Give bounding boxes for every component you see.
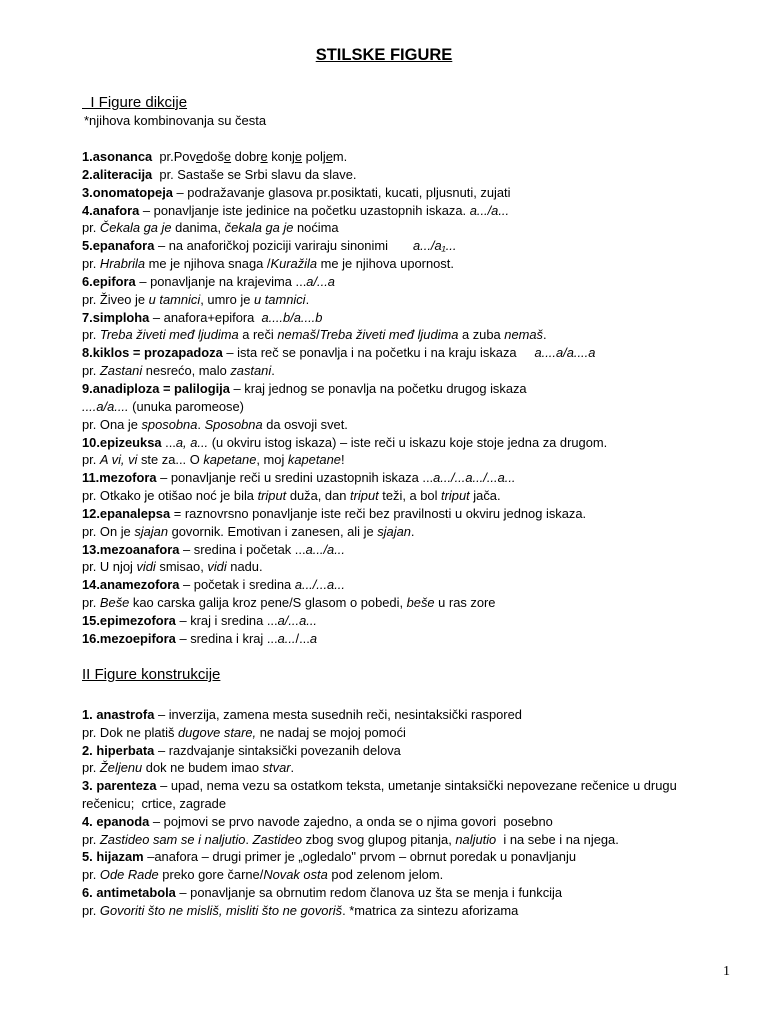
text-segment: teži, a bol xyxy=(378,488,442,504)
text-segment: – ista reč se ponavlja i na početku i na kraju iskaza xyxy=(222,345,535,361)
text-line xyxy=(82,706,742,724)
term-label: 1. anastrofa xyxy=(82,707,155,722)
term-label: 15.epimezofora xyxy=(82,612,176,628)
text-segment: u tamnici xyxy=(148,291,201,307)
text-segment: pr. Sastaše se Srbi slavu da slave. xyxy=(152,166,357,182)
text-segment: a zuba xyxy=(458,327,505,343)
text-segment: stvar xyxy=(262,760,291,776)
text-segment: a/...a xyxy=(306,273,335,289)
text-segment: e xyxy=(195,149,204,164)
page-title: STILSKE FIGURE xyxy=(315,46,453,64)
text-segment: pr. xyxy=(82,327,100,343)
text-segment: a... xyxy=(277,630,296,646)
text-segment: pr.Pov xyxy=(152,149,196,164)
term-label: 2. hiperbata xyxy=(82,742,155,758)
text-segment: rečenicu; crtice, zagrade xyxy=(82,795,227,811)
text-line xyxy=(82,487,742,505)
text-segment: konj xyxy=(267,149,295,164)
text-line xyxy=(82,469,742,487)
text-segment: ... xyxy=(161,434,176,450)
text-segment: pr. Otkako je otišao noć je bila xyxy=(82,488,258,504)
text-segment: Čekala ga je xyxy=(99,220,172,236)
term-label: 10.epizeuksa xyxy=(82,434,162,450)
text-segment: Zastideo xyxy=(252,831,302,847)
text-line xyxy=(82,255,742,273)
text-line xyxy=(82,558,742,576)
text-segment: a.../...a.../...a... xyxy=(433,470,516,486)
text-line xyxy=(82,309,742,327)
term-label: 3.onomatopeja xyxy=(82,184,173,200)
text-segment: vidi xyxy=(136,559,156,575)
text-segment: danima, xyxy=(171,220,225,236)
text-segment: me je njihova snaga / xyxy=(145,256,271,272)
text-segment: a.../a₁... xyxy=(413,238,457,254)
text-segment: sposobna xyxy=(141,416,198,432)
text-segment: nemaš xyxy=(277,327,317,343)
text-segment: A vi, vi xyxy=(99,452,138,468)
text-segment: Govoriti što ne misliš, misliti što ne govoriš xyxy=(99,902,343,918)
text-line xyxy=(82,612,742,630)
text-segment: – podražavanje glasova pr.posiktati, kucati, pljusnuti, zujati xyxy=(172,184,511,200)
text-segment: a.../...a... xyxy=(294,577,345,593)
text-segment: . *matrica za sintezu aforizama xyxy=(342,902,519,918)
term-label: 6.epifora xyxy=(82,273,136,289)
text-segment: a xyxy=(309,630,318,646)
text-segment: čekala ga je xyxy=(224,220,294,236)
text-segment: beše xyxy=(406,595,435,611)
text-segment: = raznovrsno ponavljanje iste reči bez pravilnosti u okviru jednog iskaza. xyxy=(170,505,587,521)
text-segment: preko gore čarne/ xyxy=(158,867,264,883)
figure-dikcije-list xyxy=(82,148,742,648)
text-segment: pr. U njoj xyxy=(82,559,137,575)
text-segment: Ode Rade xyxy=(99,867,159,883)
text-segment: – ponavljanje na krajevima ... xyxy=(135,273,307,289)
text-line xyxy=(82,866,742,884)
term-label: 11.mezofora xyxy=(82,470,157,486)
term-label: 7.simploha xyxy=(82,309,150,325)
text-segment: / xyxy=(316,327,320,343)
text-segment: pr. Dok ne platiš xyxy=(82,724,179,740)
text-line xyxy=(82,831,742,849)
text-line xyxy=(82,630,742,648)
text-segment: –anafora – drugi primer je „ogledalo" prvom – obrnut poredak u ponavljanju xyxy=(143,849,577,865)
term-label: 13.mezoanafora xyxy=(82,541,180,557)
text-segment: duža, dan xyxy=(286,488,351,504)
text-line xyxy=(82,326,742,344)
text-segment: pr. xyxy=(82,220,100,236)
text-segment: Kuražila xyxy=(270,256,318,272)
section-heading-figure-konstrukcije: II Figure konstrukcije xyxy=(82,666,221,683)
text-segment: nadu. xyxy=(226,559,263,575)
text-line xyxy=(82,166,742,184)
text-segment: me je njihova upornost. xyxy=(317,256,454,272)
term-label: 2.aliteracija xyxy=(82,166,153,182)
term-label: 14.anamezofora xyxy=(82,577,180,593)
term-label: 16.mezoepifora xyxy=(82,630,176,646)
text-segment: ....a/a.... xyxy=(82,398,129,414)
text-segment: – kraj jednog se ponavlja na početku drugog iskaza xyxy=(229,380,527,396)
text-segment: . xyxy=(271,363,275,379)
text-segment: Sposobna xyxy=(204,416,263,432)
text-segment: jača. xyxy=(469,488,501,504)
text-segment: e xyxy=(294,149,303,164)
text-line xyxy=(82,795,742,813)
text-segment: vidi xyxy=(207,559,227,575)
text-segment: pr. Živeo je xyxy=(82,291,149,307)
term-label: 12.epanalepsa xyxy=(82,505,171,521)
text-segment: – početak i sredina xyxy=(179,577,295,593)
text-segment: – upad, nema vezu sa ostatkom teksta, umetanje sintaksički nepovezane rečenice u drugu xyxy=(156,778,677,794)
text-segment: – ponavljanje sa obrnutim redom članova uz šta se menja i funkcija xyxy=(175,884,563,900)
text-segment: – inverzija, zamena mesta susednih reči, nesintaksički raspored xyxy=(154,707,522,722)
text-segment: naljutio xyxy=(455,831,497,847)
term-label: 5. hijazam xyxy=(82,849,144,865)
text-line xyxy=(82,505,742,523)
text-segment: – ponavljanje reči u sredini uzastopnih iskaza ... xyxy=(156,470,434,486)
text-segment: dobr xyxy=(231,149,261,164)
text-segment: , umro je xyxy=(200,291,254,307)
text-segment: Željenu xyxy=(99,760,143,776)
text-segment: e xyxy=(325,149,333,164)
text-segment: . xyxy=(197,416,205,432)
text-segment: pr. xyxy=(82,760,100,776)
text-segment: polj xyxy=(302,149,326,164)
text-line xyxy=(82,291,742,309)
text-line xyxy=(82,273,742,291)
text-segment: sjajan xyxy=(377,523,411,539)
text-line xyxy=(82,848,742,866)
text-segment: pr. xyxy=(82,452,100,468)
term-label: 1.asonanca xyxy=(82,149,153,164)
text-segment: nesrećo, malo xyxy=(142,363,231,379)
term-label: 4.anafora xyxy=(82,202,140,218)
text-segment: dugove stare, xyxy=(178,724,257,740)
text-segment: /... xyxy=(295,630,310,646)
text-segment: e xyxy=(260,149,268,164)
text-segment: kapetane xyxy=(203,452,257,468)
text-segment: nemaš xyxy=(504,327,543,343)
term-label: 5.epanafora xyxy=(82,238,155,254)
text-segment: a, a... xyxy=(175,434,209,450)
text-segment: m. xyxy=(332,149,348,164)
text-line xyxy=(82,202,742,220)
text-segment: Treba živeti međ ljudima xyxy=(99,327,239,343)
text-segment: . xyxy=(245,831,253,847)
text-segment: pr. xyxy=(82,363,100,379)
text-segment: noćima xyxy=(293,220,339,236)
text-segment: doš xyxy=(203,149,224,164)
text-segment: ne nadaj se mojoj pomoći xyxy=(256,724,406,740)
text-line xyxy=(82,184,742,202)
text-line xyxy=(82,902,742,920)
text-segment: – sredina i početak ... xyxy=(179,541,306,557)
text-segment: govornik. Emotivan i zanesen, ali je xyxy=(168,523,378,539)
text-segment: i na sebe i na njega. xyxy=(496,831,619,847)
text-segment: a....a/a....a xyxy=(534,345,596,361)
text-segment: dok ne budem imao xyxy=(142,760,263,776)
text-segment: , moj xyxy=(256,452,288,468)
text-segment: pr. xyxy=(82,831,100,847)
term-label: 3. parenteza xyxy=(82,778,157,794)
text-segment: – kraj i sredina ... xyxy=(175,612,278,628)
text-segment: ste za... O xyxy=(137,452,204,468)
section-heading-figure-dikcije: I Figure dikcije xyxy=(82,94,188,111)
text-line xyxy=(82,742,742,760)
text-segment: – anafora+epifora xyxy=(149,309,262,325)
text-line xyxy=(82,576,742,594)
text-line xyxy=(82,362,742,380)
figure-konstrukcije-list xyxy=(82,706,742,920)
text-segment: kao carska galija kroz pene/S glasom o pobedi, xyxy=(129,595,407,611)
text-segment: triput xyxy=(350,488,379,504)
text-line xyxy=(82,594,742,612)
text-segment: Treba živeti međ ljudima xyxy=(319,327,459,343)
text-segment: ! xyxy=(340,452,345,468)
term-label: 6. antimetabola xyxy=(82,884,176,900)
text-segment: a.../a... xyxy=(305,541,345,557)
text-segment: zbog svog glupog pitanja, xyxy=(302,831,456,847)
text-segment: pr. On je xyxy=(82,523,135,539)
text-segment: Novak osta xyxy=(263,867,328,883)
text-segment: e xyxy=(223,149,232,164)
text-segment: triput xyxy=(257,488,287,504)
text-line xyxy=(82,380,742,398)
text-segment: u ras zore xyxy=(434,595,496,611)
text-segment: pr. xyxy=(82,867,100,883)
text-line xyxy=(82,434,742,452)
text-segment: sjajan xyxy=(134,523,168,539)
text-line xyxy=(82,813,742,831)
text-segment: (u okviru istog iskaza) – iste reči u iskazu koje stoje jedna za drugom. xyxy=(208,434,608,450)
text-line xyxy=(82,724,742,742)
text-segment: – pojmovi se prvo navode zajedno, a onda se o njima govori posebno xyxy=(149,813,553,829)
text-segment: . xyxy=(290,760,295,776)
text-line xyxy=(82,416,742,434)
text-segment: a reči xyxy=(238,327,278,343)
text-line xyxy=(82,777,742,795)
text-segment: pr. xyxy=(82,595,100,611)
text-segment: . xyxy=(542,327,547,343)
text-segment: a.../a... xyxy=(469,202,510,218)
text-segment: . xyxy=(410,523,415,539)
text-segment: zastani xyxy=(230,363,272,379)
text-segment: kapetane xyxy=(287,452,341,468)
text-segment: u tamnici xyxy=(253,291,306,307)
text-segment: Hrabrila xyxy=(99,256,146,272)
section-note: *njihova kombinovanja su česta xyxy=(84,113,267,128)
term-label: 8.kiklos = prozapadoza xyxy=(82,345,223,361)
text-segment: smisao, xyxy=(155,559,208,575)
text-segment: – na anaforičkoj poziciji variraju sinonimi xyxy=(154,238,413,254)
text-line xyxy=(82,541,742,559)
text-line xyxy=(82,344,742,362)
text-segment: Beše xyxy=(99,595,130,611)
text-segment: – sredina i kraj ... xyxy=(175,630,278,646)
text-segment: triput xyxy=(441,488,470,504)
text-segment: – ponavljanje iste jedinice na početku uzastopnih iskaza. xyxy=(139,202,470,218)
text-segment: pr. xyxy=(82,902,100,918)
text-line xyxy=(82,451,742,469)
text-line xyxy=(82,148,742,166)
text-segment: pr. Ona je xyxy=(82,416,142,432)
text-segment: a....b/a....b xyxy=(261,309,323,325)
text-segment: da osvoji svet. xyxy=(262,416,348,432)
text-segment: pr. xyxy=(82,256,100,272)
text-line xyxy=(82,219,742,237)
text-segment: . xyxy=(305,291,310,307)
text-segment: pod zelenom jelom. xyxy=(327,867,444,883)
text-segment: – razdvajanje sintaksički povezanih delova xyxy=(154,742,401,758)
text-line xyxy=(82,759,742,777)
text-line xyxy=(82,398,742,416)
text-segment: a/...a... xyxy=(277,612,318,628)
text-line xyxy=(82,523,742,541)
text-segment: Zastani xyxy=(99,363,143,379)
text-segment: Zastideo sam se i naljutio xyxy=(99,831,246,847)
text-line xyxy=(82,237,742,255)
text-segment: (unuka paromeose) xyxy=(128,398,244,414)
text-line xyxy=(82,884,742,902)
page-number: 1 xyxy=(723,964,730,979)
term-label: 9.anadiploza = palilogija xyxy=(82,380,230,396)
term-label: 4. epanoda xyxy=(82,813,150,829)
